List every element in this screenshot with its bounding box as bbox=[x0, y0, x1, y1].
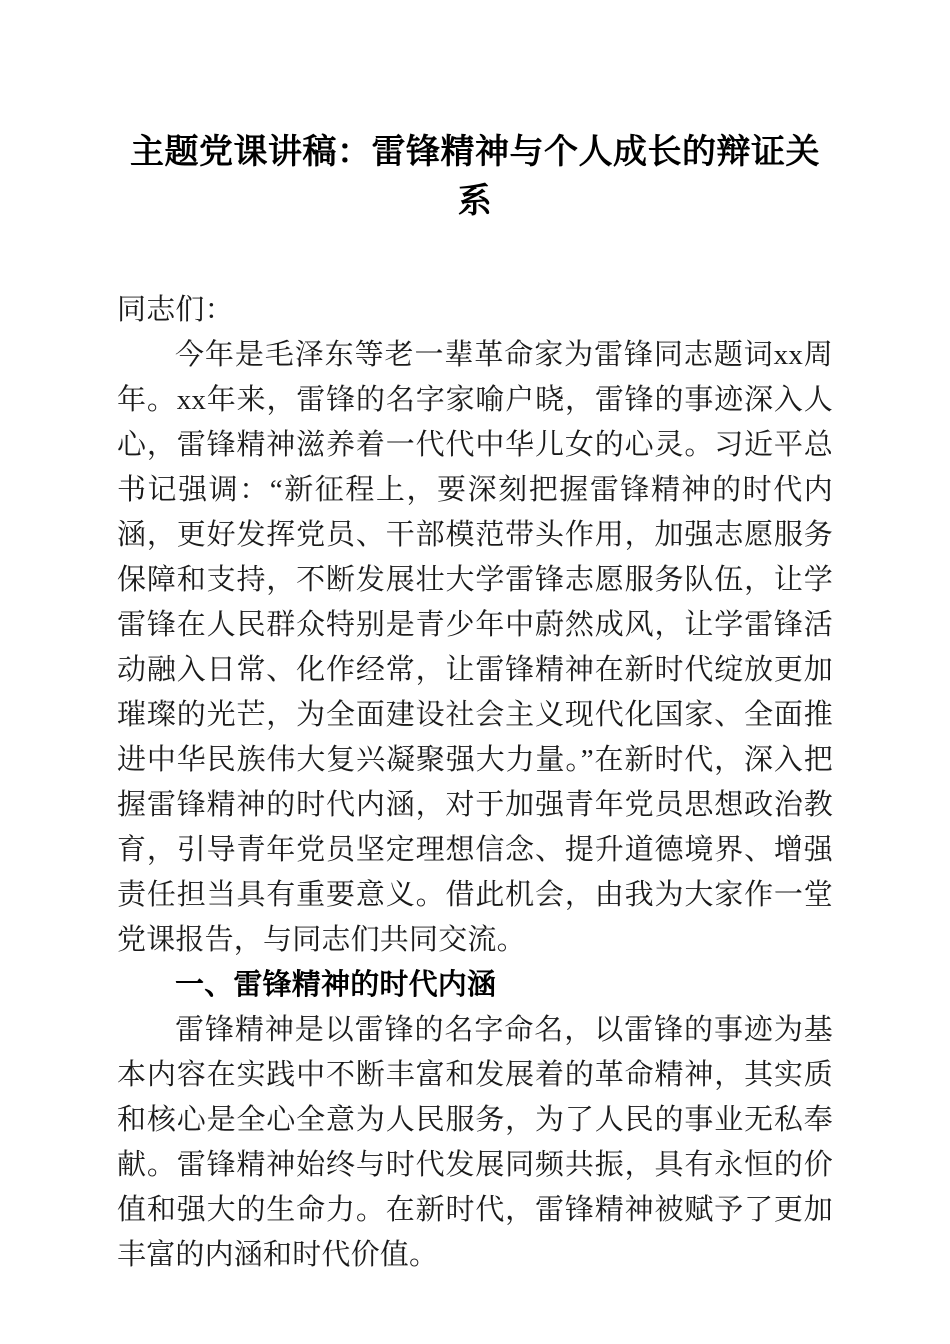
paragraph-intro: 今年是毛泽东等老一辈革命家为雷锋同志题词xx周年。xx年来，雷锋的名字家喻户晓，雷锋的事迹深入人心，雷锋精神滋养着一代代中华儿女的心灵。习近平总书记强调：“新征程上，要深刻把握雷锋精神的时代内涵，更好发挥党员、干部模范带头作用，加强志愿服务保障和支持，不断发展壮大学雷锋志愿服务队伍，让学雷锋在人民群众特别是青少年中蔚然成风，让学雷锋活动融入日常、化作经常，让雷锋精神在新时代绽放更加璀璨的光芒，为全面建设社会主义现代化国家、全面推进中华民族伟大复兴凝聚强大力量。”在新时代，深入把握雷锋精神的时代内涵，对于加强青年党员思想政治教育，引导青年党员坚定理想信念、提升道德境界、增强责任担当具有重要意义。借此机会，由我为大家作一堂党课报告，与同志们共同交流。 bbox=[117, 339, 833, 956]
section-heading-1: 一、雷锋精神的时代内涵 bbox=[175, 969, 497, 1001]
section-body-1: 雷锋精神是以雷锋的名字命名，以雷锋的事迹为基本内容在实践中不断丰富和发展着的革命精神，其实质和核心是全心全意为人民服务，为了人民的事业无私奉献。雷锋精神始终与时代发展同频共振，具有永恒的价值和强大的生命力。在新时代，雷锋精神被赋予了更加丰富的内涵和时代价值。 bbox=[117, 1014, 833, 1271]
salutation: 同志们： bbox=[117, 294, 234, 326]
page-title: 主题党课讲稿：雷锋精神与个人成长的辩证关系 bbox=[130, 134, 820, 220]
document-content bbox=[117, 0, 833, 1278]
